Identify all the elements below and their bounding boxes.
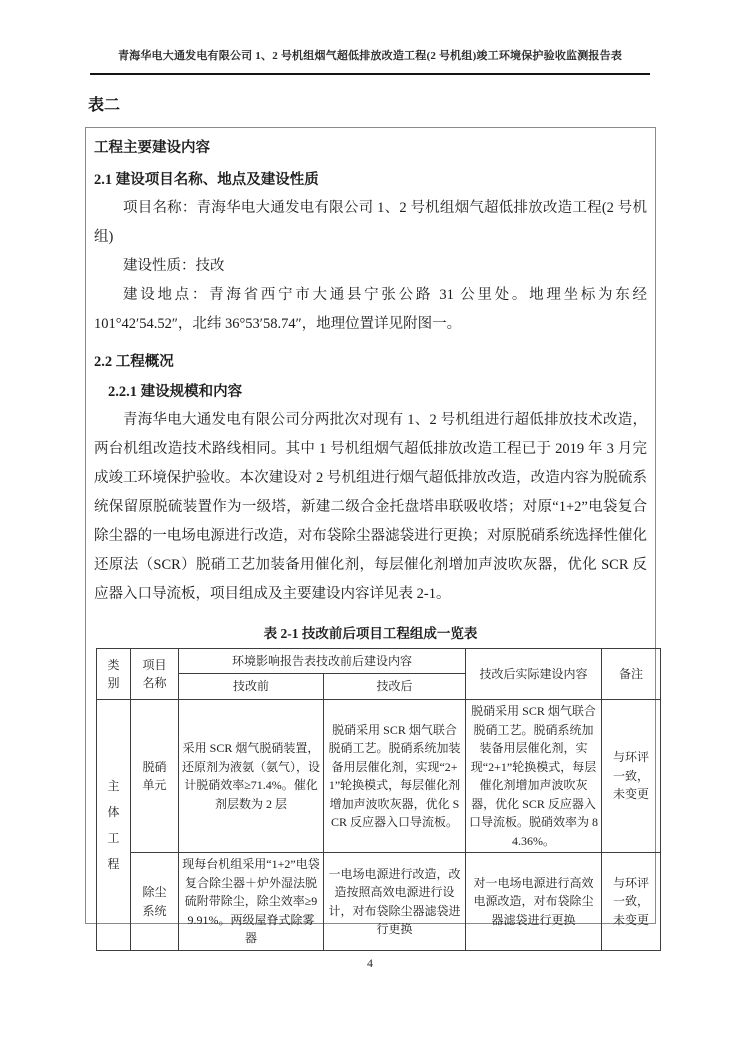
cell-item-name bbox=[131, 853, 179, 951]
remark-label: 与环评一致，未变更 bbox=[613, 875, 650, 927]
page-number: 4 bbox=[367, 956, 373, 970]
category-group-label: 主体工程 bbox=[107, 779, 120, 871]
table-2-1-title: 表 2-1 技改前后项目工程组成一览表 bbox=[263, 626, 478, 641]
header-cell-eia-group: 环境影响报告表技改前后建设内容 bbox=[179, 649, 466, 674]
form-section-label: 表二 bbox=[88, 97, 121, 114]
header-cell-after: 技改后 bbox=[324, 674, 466, 700]
header-cell-actual: 技改后实际建设内容 bbox=[466, 649, 602, 700]
heading-2-1: 2.1 建设项目名称、地点及建设性质 bbox=[94, 172, 319, 188]
header-cell-remark: 备注 bbox=[602, 649, 661, 700]
item-name-label: 脱硝单元 bbox=[142, 759, 167, 792]
paragraph-scale-content: 青海华电大通发电有限公司分两批次对现有 1、2 号机组进行超低排放技术改造，两台机组改造技术路线相同。其中 1 号机组烟气超低排放改造工程已于 2019 年 3 月完成竣工环境保护验收。本次建设对 2 号机组进行烟气超低排放改造，改造内容为脱硫系统保留原脱硫装置作为一级塔，新建二级合金托盘塔串联吸收塔；对原“1+2”电袋复合除尘器的一电场电源进行改造，对布袋除尘器滤袋进行更换；对原脱硝系统选择性催化还原法（SCR）脱硝工艺加装备用催化剂，每层催化剂增加声波吹灰器，优化 SCR 反应器入口导流板，项目组成及主要建设内容详见表 2-1。 bbox=[94, 412, 647, 602]
remark-label: 与环评一致，未变更 bbox=[613, 750, 650, 802]
paragraph-project-name: 项目名称：青海华电大通发电有限公司 1、2 号机组烟气超低排放改造工程(2 号机组) bbox=[94, 200, 647, 245]
heading-2-2: 2.2 工程概况 bbox=[94, 354, 174, 370]
header-cell-before: 技改前 bbox=[179, 674, 324, 700]
header-cell-item-name bbox=[131, 649, 179, 700]
cell-remark bbox=[602, 853, 661, 951]
document-header-title: 青海华电大通发电有限公司 1、2 号机组烟气超低排放改造工程(2 号机组)竣工环境保护验收监测报告表 bbox=[117, 50, 623, 62]
cell-before: 现每台机组采用“1+2”电袋复合除尘器＋炉外湿法脱硫附带除尘，除尘效率≥99.91%。两级屋脊式除雾器 bbox=[179, 853, 324, 951]
cell-actual: 脱硝采用 SCR 烟气联合脱硝工艺。脱硝系统加装备用层催化剂，实现“2+1”轮换模式，每层催化剂增加声波吹灰器，优化 SCR 反应器入口导流板。脱硝效率为 84.36%。 bbox=[466, 700, 602, 853]
header-category-label: 类别 bbox=[107, 657, 120, 690]
content-box bbox=[85, 127, 656, 946]
cell-after: 脱硝采用 SCR 烟气联合脱硝工艺。脱硝系统加装备用层催化剂，实现“2+1”轮换模式，每层催化剂增加声波吹灰器，优化 SCR 反应器入口导流板。 bbox=[324, 700, 466, 853]
table-row bbox=[97, 853, 661, 951]
project-composition-table bbox=[96, 648, 661, 951]
cell-remark bbox=[602, 700, 661, 853]
table-row bbox=[97, 700, 661, 853]
header-divider bbox=[90, 73, 650, 75]
box-title: 工程主要建设内容 bbox=[94, 140, 210, 156]
heading-2-2-1: 2.2.1 建设规模和内容 bbox=[108, 384, 243, 400]
cell-before: 采用 SCR 烟气脱硝装置，还原剂为液氨（氨气），设计脱硝效率≥71.4%。催化剂层数为 2 层 bbox=[179, 700, 324, 853]
cell-after: 一电场电源进行改造，改造按照高效电源进行设计，对布袋除尘器滤袋进行更换 bbox=[324, 853, 466, 951]
header-cell-category bbox=[97, 649, 131, 700]
table-header-row-1 bbox=[97, 649, 661, 674]
cell-category-group bbox=[97, 700, 131, 951]
cell-actual: 对一电场电源进行高效电源改造，对布袋除尘器滤袋进行更换 bbox=[466, 853, 602, 951]
cell-item-name bbox=[131, 700, 179, 853]
paragraph-construction-location: 建设地点：青海省西宁市大通县宁张公路 31 公里处。地理坐标为东经 101°42′54.52″，北纬 36°53′58.74″，地理位置详见附图一。 bbox=[94, 287, 647, 332]
header-item-name-label: 项目名称 bbox=[142, 657, 167, 690]
item-name-label: 除尘系统 bbox=[142, 885, 167, 918]
paragraph-construction-nature: 建设性质：技改 bbox=[123, 258, 225, 274]
